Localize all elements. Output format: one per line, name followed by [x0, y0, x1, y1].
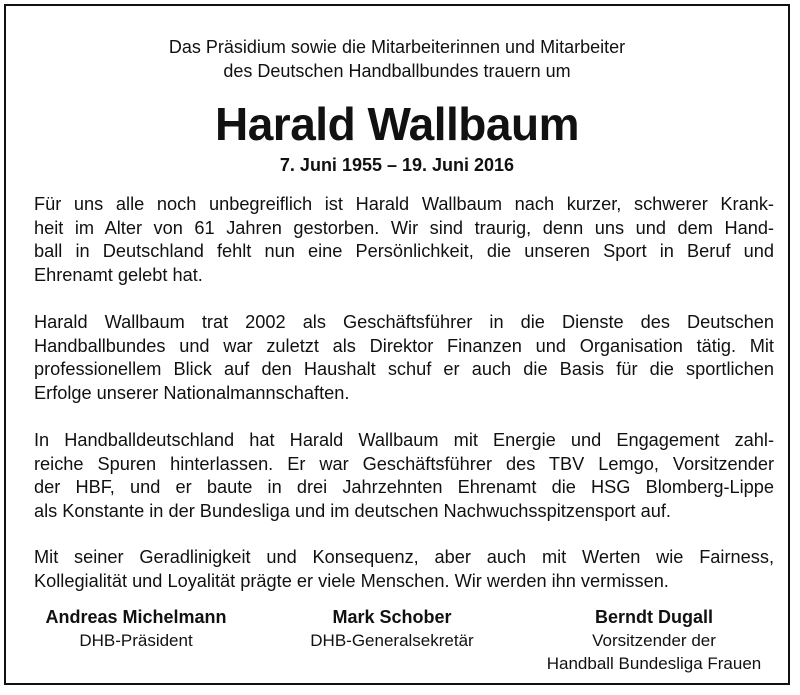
paragraph-line: reiche Spuren hinterlassen. Er war Geschäftsführer des TBV Lemgo, Vorsitzender: [34, 453, 774, 474]
paragraph-line: Harald Wallbaum trat 2002 als Geschäftsführer in die Dienste des Deutschen: [34, 312, 774, 332]
life-dates: 7. Juni 1955 – 19. Juni 2016: [279, 155, 515, 175]
header-line-1: Das Präsidium sowie die Mitarbeiterinnen und Mitarbeiter: [168, 37, 626, 57]
signatory-role: Handball Bundesliga Frauen: [546, 654, 762, 673]
signatory-role: Vorsitzender der: [592, 631, 716, 650]
paragraph-line: der HBF, und er baute in drei Jahrzehnten Ehrenamt die HSG Blomberg-Lippe: [34, 477, 774, 497]
paragraph-line: Ehrenamt gelebt hat.: [34, 264, 203, 285]
paragraph-line: Für uns alle noch unbegreiflich ist Harald Wallbaum nach kurzer, schwerer Krank-: [34, 194, 774, 214]
signatory-name: Andreas Michelmann: [45, 607, 227, 627]
paragraph-line: In Handballdeutschland hat Harald Wallbaum mit Energie und Engagement zahl-: [34, 430, 774, 450]
paragraph-line: Kollegialität und Loyalität prägte er viele Menschen. Wir werden ihn vermissen.: [34, 570, 669, 591]
paragraph-line: ball in Deutschland fehlt nun eine Persönlichkeit, die unseren Sport in Beruf und: [34, 241, 774, 261]
paragraph-3: [34, 429, 774, 523]
signatory-name: Mark Schober: [332, 607, 452, 627]
paragraph-line: Mit seiner Geradlinigkeit und Konsequenz, aber auch mit Werten wie Fairness,: [34, 547, 774, 567]
signature-michelmann: [20, 606, 252, 652]
signatory-name: Berndt Dugall: [594, 607, 713, 627]
paragraph-2: [34, 311, 774, 405]
signature-dugall: [524, 606, 784, 675]
paragraph-1: [34, 193, 774, 287]
paragraph-4: [34, 546, 774, 593]
signatory-role: DHB-Präsident: [79, 631, 193, 650]
paragraph-line: Handballbundes und war zuletzt als Direktor Finanzen und Organisation tätig. Mit: [34, 335, 774, 356]
paragraph-line: als Konstante in der Bundesliga und im deutschen Nachwuchsspitzensport auf.: [34, 500, 671, 521]
obituary-notice: [4, 4, 790, 685]
paragraph-line: heit im Alter von 61 Jahren gestorben. Wir sind traurig, denn uns und dem Hand-: [34, 217, 774, 238]
deceased-name: Harald Wallbaum: [215, 98, 579, 150]
signature-schober: [276, 606, 508, 652]
header-line-2: des Deutschen Handballbundes trauern um: [223, 61, 571, 81]
signatory-role: DHB-Generalsekretär: [310, 631, 474, 650]
paragraph-line: professionellem Blick auf den Haushalt schuf er auch die Basis für die sportlichen: [34, 359, 774, 379]
paragraph-line: Erfolge unserer Nationalmannschaften.: [34, 382, 350, 403]
